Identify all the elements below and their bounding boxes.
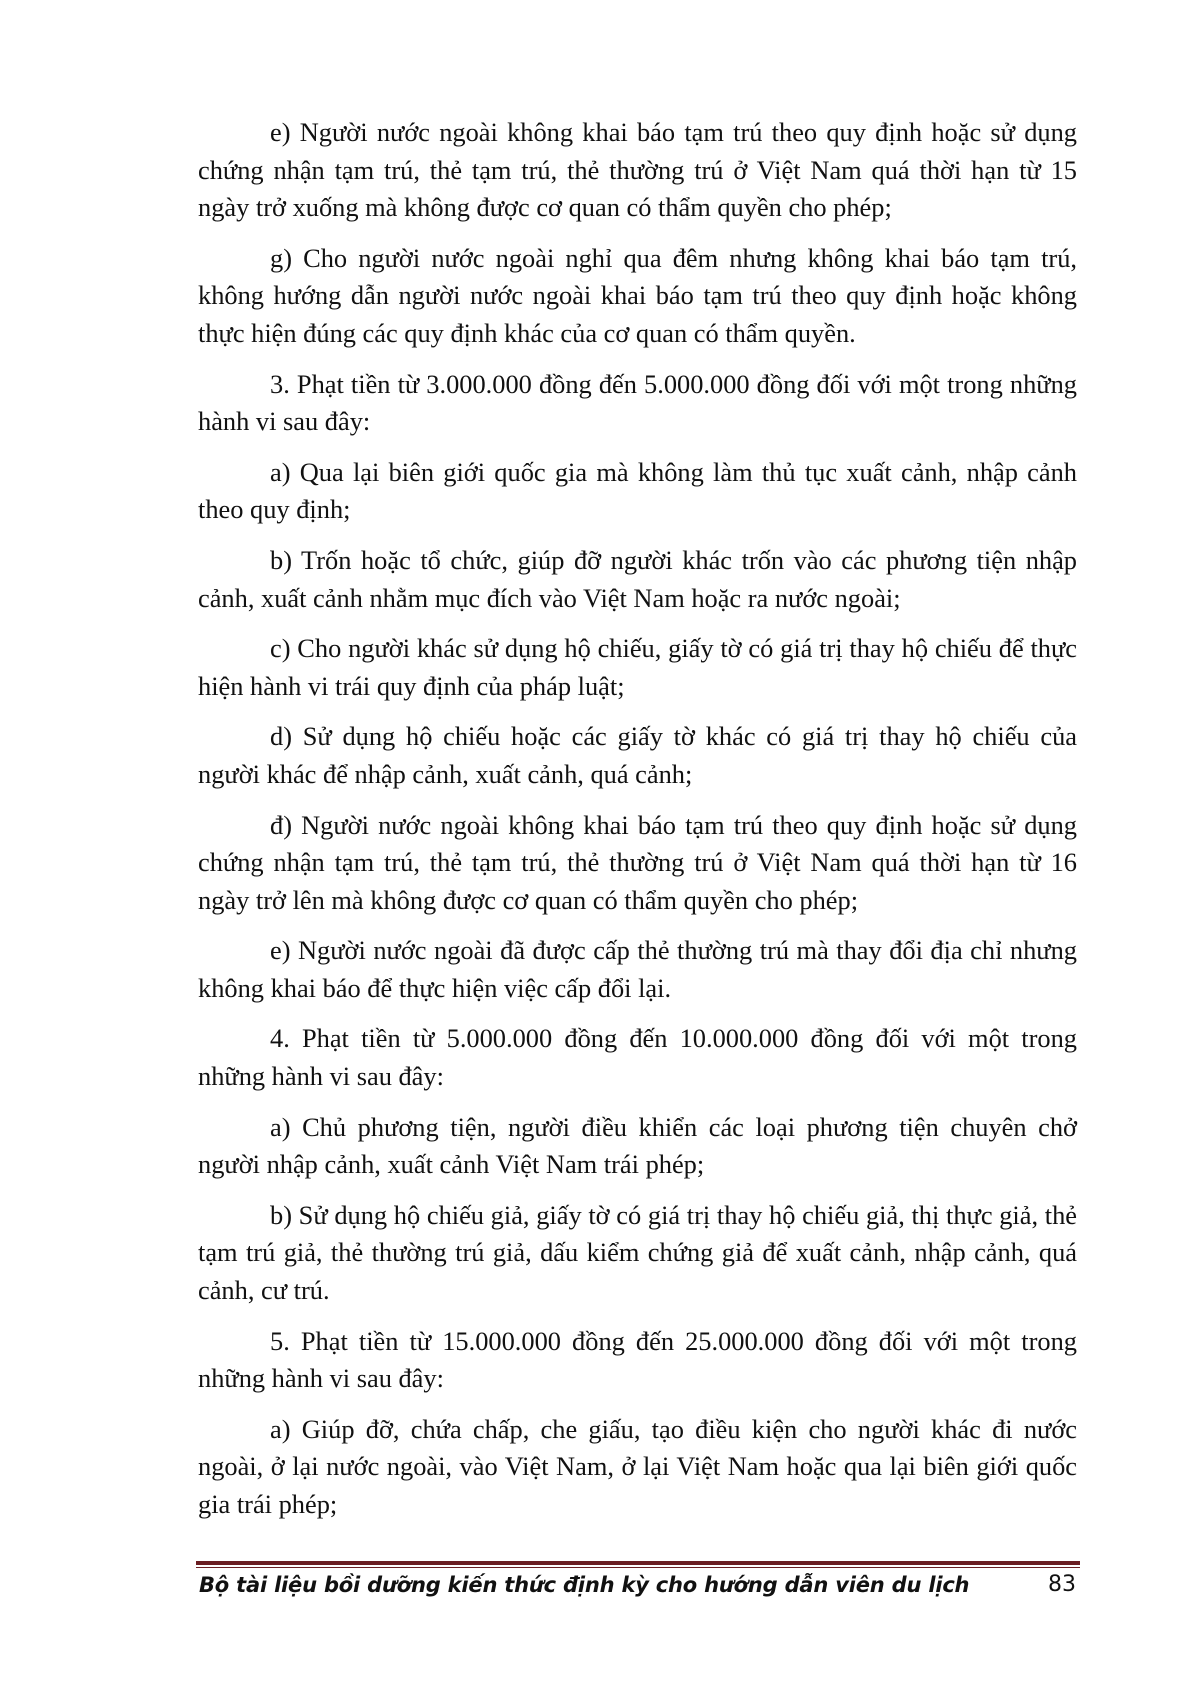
paragraph-3-b: b) Trốn hoặc tổ chức, giúp đỡ người khác trốn vào các phương tiện nhập cảnh, xuất cảnh nhằm mục đích vào Việt Nam hoặc ra nước ngoài; <box>198 544 1077 613</box>
paragraph-clause-4: 4. Phạt tiền từ 5.000.000 đồng đến 10.000.000 đồng đối với một trong những hành vi sau đây: <box>198 1023 1077 1092</box>
paragraph-4-b: b) Sử dụng hộ chiếu giả, giấy tờ có giá trị thay hộ chiếu giả, thị thực giả, thẻ tạm trú giả, thẻ thường trú giả, dấu kiểm chứng giả để xuất cảnh, nhập cảnh, quá cảnh, cư trú. <box>198 1199 1077 1306</box>
paragraph-3-e: e) Người nước ngoài đã được cấp thẻ thường trú mà thay đổi địa chỉ nhưng không khai báo để thực hiện việc cấp đổi lại. <box>198 935 1077 1003</box>
paragraph-4-a: a) Chủ phương tiện, người điều khiển các loại phương tiện chuyên chở người nhập cảnh, xuất cảnh Việt Nam trái phép; <box>198 1111 1077 1180</box>
paragraph-4-2-e: e) Người nước ngoài không khai báo tạm trú theo quy định hoặc sử dụng chứng nhận tạm trú, thẻ tạm trú, thẻ thường trú ở Việt Nam quá thời hạn từ 15 ngày trở xuống mà không được cơ quan có thẩm quyền cho phép; <box>198 117 1077 223</box>
paragraph-clause-3: 3. Phạt tiền từ 3.000.000 đồng đến 5.000.000 đồng đối với một trong những hành vi sau đây: <box>198 368 1077 437</box>
footer-divider <box>196 1561 1080 1568</box>
paragraph-3-a: a) Qua lại biên giới quốc gia mà không làm thủ tục xuất cảnh, nhập cảnh theo quy định; <box>198 456 1077 525</box>
paragraph-clause-5: 5. Phạt tiền từ 15.000.000 đồng đến 25.000.000 đồng đối với một trong những hành vi sau đây: <box>198 1325 1077 1394</box>
paragraph-3-dd: đ) Người nước ngoài không khai báo tạm trú theo quy định hoặc sử dụng chứng nhận tạm trú, thẻ tạm trú, thẻ thường trú ở Việt Nam quá thời hạn từ 16 ngày trở lên mà không được cơ quan có thẩm quyền cho phép; <box>198 809 1077 915</box>
page-number: 83 <box>1048 1572 1076 1597</box>
paragraph-3-d: d) Sử dụng hộ chiếu hoặc các giấy tờ khác có giá trị thay hộ chiếu của người khác để nhập cảnh, xuất cảnh, quá cảnh; <box>198 721 1077 789</box>
footer-title: Bộ tài liệu bồi dưỡng kiến thức định kỳ cho hướng dẫn viên du lịch <box>199 1573 970 1597</box>
paragraph-3-c: c) Cho người khác sử dụng hộ chiếu, giấy tờ có giá trị thay hộ chiếu để thực hiện hành vi trái quy định của pháp luật; <box>198 633 1077 701</box>
page-body <box>198 114 1077 1537</box>
paragraph-4-2-g: g) Cho người nước ngoài nghỉ qua đêm nhưng không khai báo tạm trú, không hướng dẫn người nước ngoài khai báo tạm trú theo quy định hoặc không thực hiện đúng các quy định khác của cơ quan có thẩm quyền. <box>198 242 1077 348</box>
paragraph-5-a: a) Giúp đỡ, chứa chấp, che giấu, tạo điều kiện cho người khác đi nước ngoài, ở lại nước ngoài, vào Việt Nam, ở lại Việt Nam hoặc qua lại biên giới quốc gia trái phép; <box>198 1413 1077 1519</box>
